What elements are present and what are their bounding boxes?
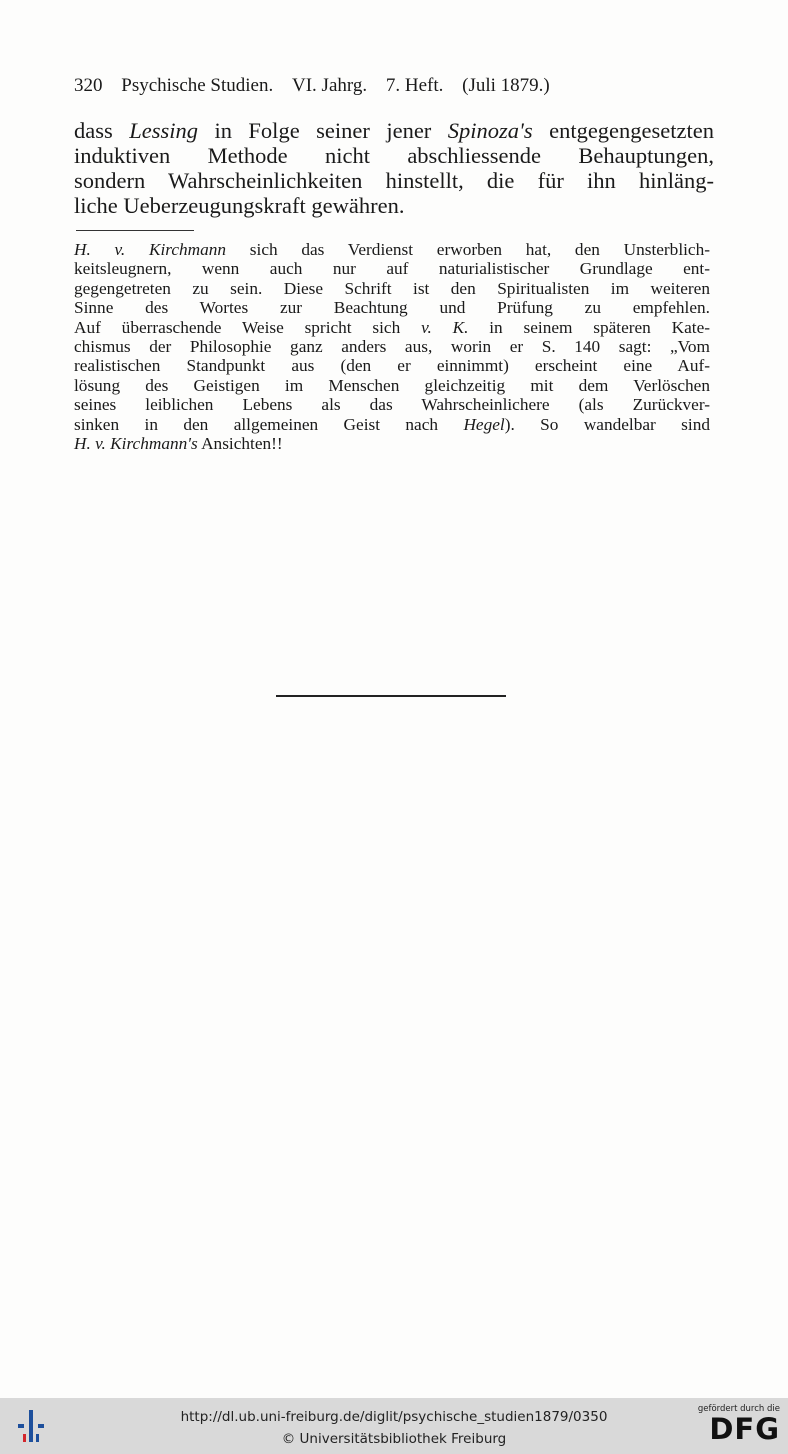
footnote-line: realistischen Standpunkt aus (den er einnimmt) erscheint eine Auf- bbox=[74, 356, 710, 376]
body-text-run: dass bbox=[74, 118, 130, 143]
copyright-notice: © Universitätsbibliothek Freiburg bbox=[281, 1431, 507, 1447]
footnote-italic-name: Hegel bbox=[463, 414, 505, 434]
footnote-line: keitsleugnern, wenn auch nur auf naturialistischer Grundlage ent- bbox=[74, 259, 710, 279]
page-number: 320 bbox=[74, 75, 103, 96]
issue-label: 7. Heft. bbox=[385, 75, 444, 96]
footnote-line bbox=[74, 434, 710, 453]
footnote-text-run: in seinem späteren Kate- bbox=[468, 317, 711, 337]
body-line: induktiven Methode nicht abschliessende Behauptungen, bbox=[74, 143, 714, 168]
footnote-italic-name: H. v. Kirchmann bbox=[74, 240, 227, 259]
body-text-run: entgegengesetzten bbox=[532, 118, 714, 143]
footnote-line bbox=[74, 240, 710, 259]
footnote-line: gegengetreten zu sein. Diese Schrift ist den Spiritualisten im weiteren bbox=[74, 278, 710, 298]
body-italic-name: Spinoza's bbox=[447, 118, 533, 143]
funder-caption: gefördert durch die bbox=[697, 1404, 780, 1414]
issue-date: (Juli 1879.) bbox=[462, 75, 550, 96]
footnote-line: chismus der Philosophie ganz anders aus, worin er S. 140 sagt: „Vom bbox=[74, 337, 710, 357]
body-text-run: in Folge seiner jener bbox=[197, 118, 448, 143]
footnote-line bbox=[74, 318, 710, 337]
document-url-link[interactable]: http://dl.ub.uni-freiburg.de/diglit/psychische_studien1879/0350 bbox=[180, 1409, 608, 1425]
running-header bbox=[74, 72, 714, 100]
footnote-line: lösung des Geistigen im Menschen gleichzeitig mit dem Verlöschen bbox=[74, 375, 710, 395]
body-italic-name: Lessing bbox=[129, 118, 198, 143]
footnote-line: Sinne des Wortes zur Beachtung und Prüfung zu empfehlen. bbox=[74, 298, 710, 318]
footnote-text-run: Ansichten!! bbox=[197, 434, 283, 454]
footnote-text-run: sich das Verdienst erworben hat, den Unsterblich- bbox=[226, 240, 710, 259]
footnote bbox=[74, 240, 710, 453]
footnote-text-run: ). So wandelbar sind bbox=[504, 414, 710, 434]
footnote-separator bbox=[76, 230, 194, 231]
dfg-logo[interactable] bbox=[696, 1404, 780, 1450]
main-paragraph bbox=[74, 118, 714, 218]
viewer-footer bbox=[0, 1398, 788, 1454]
body-line bbox=[74, 118, 714, 143]
section-end-rule bbox=[276, 695, 506, 697]
journal-title: Psychische Studien. bbox=[121, 75, 274, 96]
footnote-line: seines leiblichen Lebens als das Wahrscheinlichere (als Zurückver- bbox=[74, 395, 710, 415]
footnote-italic-name: v. K. bbox=[421, 317, 469, 337]
body-line: liche Ueberzeugungskraft gewähren. bbox=[74, 193, 405, 218]
volume-label: VI. Jahrg. bbox=[292, 75, 368, 96]
footnote-italic-name: H. v. Kirchmann's bbox=[74, 434, 198, 454]
footnote-text-run: sinken in den allgemeinen Geist nach bbox=[74, 414, 464, 434]
body-line: sondern Wahrscheinlichkeiten hinstellt, die für ihn hinläng- bbox=[74, 168, 714, 193]
footnote-line bbox=[74, 415, 710, 434]
footnote-text-run: Auf überraschende Weise spricht sich bbox=[74, 317, 422, 337]
dfg-logo-text: DFG bbox=[709, 1412, 780, 1446]
